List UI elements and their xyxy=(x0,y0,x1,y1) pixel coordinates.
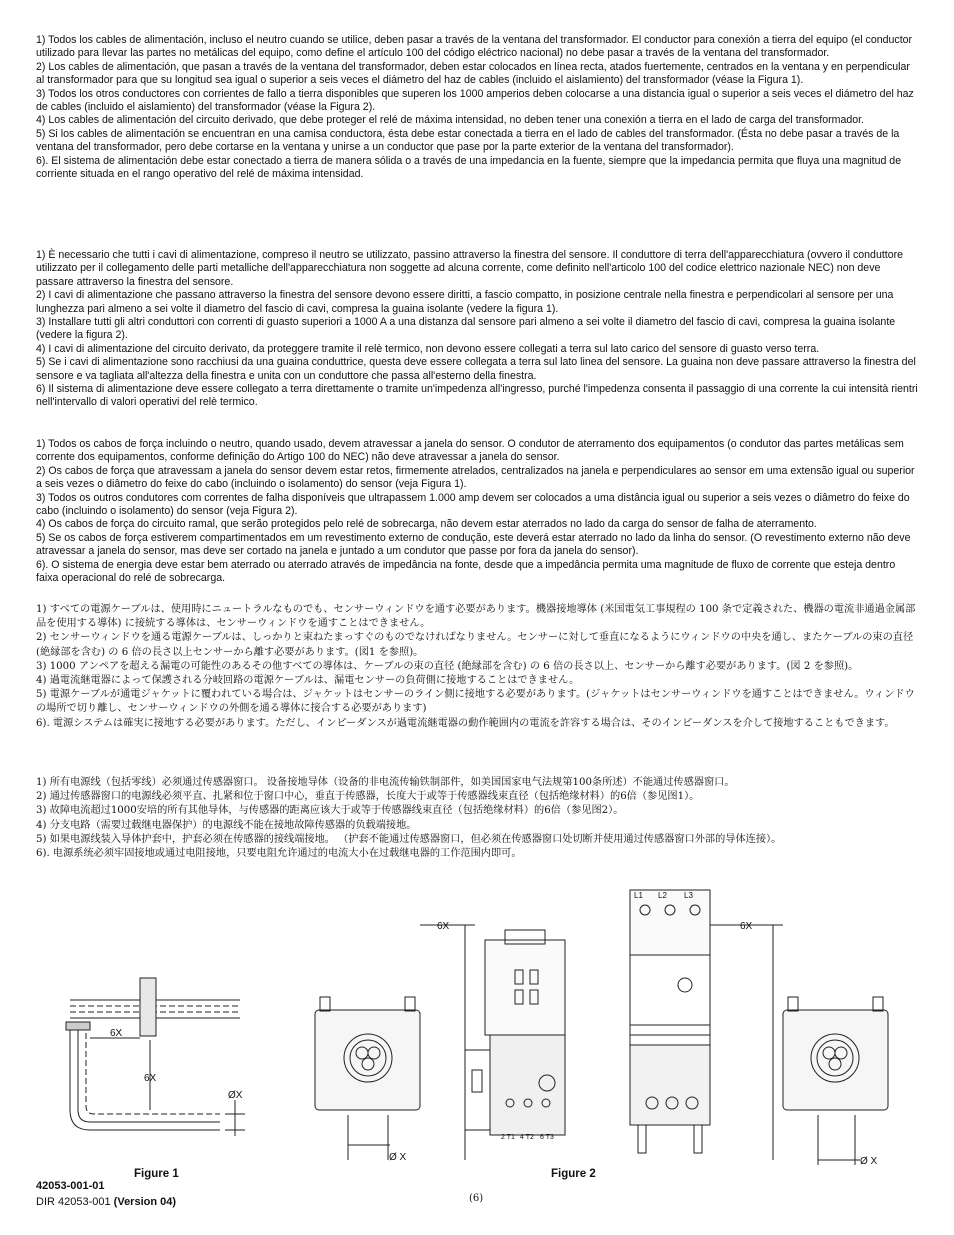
figure-2-label-6x-left: 6X xyxy=(437,921,450,932)
figure-1-caption: Figure 1 xyxy=(134,1168,179,1180)
dir-line xyxy=(36,1196,176,1208)
figure-2-drawing xyxy=(300,885,900,1165)
paragraph: 4) Os cabos de força do circuito ramal, que serão protegidos pelo relé de sobrecarga, não devem estar aterrados no lado da carga do sensor de falha de aterramento. xyxy=(36,518,817,531)
page-number: (6) xyxy=(469,1193,484,1204)
figure-1-label-6x-side: 6X xyxy=(144,1073,157,1084)
doc-number: 42053-001-01 xyxy=(36,1180,105,1192)
section-spanish xyxy=(36,34,920,181)
paragraph: 6). O sistema de energia deve estar bem aterrado ou aterrado através de impedância na fonte, desde que a impedância permita uma magnitude de fluxo de corrente que esteja dentro faixa operacional do relé de sobrecarga. xyxy=(36,558,896,585)
paragraph: 6) Il sistema di alimentazione deve essere collegato a terra direttamente o tramite un'impedenza all'ingresso, purché l'impedenza consenta il passaggio di una corrente la cui intensità rientri nell'intervallo di valori operativi del relè termico. xyxy=(36,383,918,409)
paragraph: 1) 所有电源线（包括零线）必须通过传感器窗口。 设备接地导体（设备的非电流传输铁制部件，如美国国家电气法规第100条所述）不能通过传感器窗口。 xyxy=(36,777,735,788)
terminal-label-l2: L2 xyxy=(658,891,667,900)
paragraph: 6). El sistema de alimentación debe estar conectado a tierra de manera sólida o a través de una impedancia en la fuente, siempre que la impedancia permita que fluya una magnitud de corriente situada en el rango operativo del relé de máxima intensidad. xyxy=(36,154,902,181)
paragraph: 3) 故障电流超过1000安培的所有其他导体，与传感器的距离应该大于或等于传感器线束直径（包括绝缘材料）的6倍（参见图2）。 xyxy=(36,805,624,817)
paragraph: 3) 1000 アンペアを超える漏電の可能性のあるその他すべての導体は、ケーブルの束の直径 (絶縁部を含む) の 6 倍の長さ以上、センサーから離す必要があります。(図 2 を参照)。 xyxy=(36,660,859,672)
figure-1-drawing xyxy=(60,960,260,1140)
dir-prefix: DIR 42053-001 xyxy=(36,1196,114,1208)
paragraph: 4) I cavi di alimentazione del circuito derivato, da proteggere tramite il relè termico, non devono essere collegati a terra sul lato carico del sensore di guasto verso terra. xyxy=(36,342,820,355)
figure-2-label-diameter-left: Ø X xyxy=(389,1152,407,1163)
paragraph: 4) 分支电路（需要过载继电器保护）的电源线不能在接地故障传感器的负载端接地。 xyxy=(36,819,417,831)
paragraph: 3) Todos os outros condutores com correntes de falha disponíveis que ultrapassem 1.000 amp devem ser colocados a uma distância igual ou superior a seis vezes o diâmetro do feixe do cabo (incluindo o isolamento) do sensor (veja Figura 2). xyxy=(36,491,910,518)
paragraph: 2) 通过传感器窗口的电源线必须平直、扎紧和位于窗口中心，垂直于传感器，长度大于或等于传感器线束直径（包括绝缘材料）的6倍（参见图1）。 xyxy=(36,791,700,803)
paragraph: 5) 電源ケーブルが通電ジャケットに覆われている場合は、ジャケットはセンサーのライン側に接地する必要があります。(ジャケットはセンサーウィンドウを通すことはできません。ウィンドウの場所で切り離し、センサーウィンドウの外側を通る導体に接合する必要があります) xyxy=(36,689,915,715)
terminal-label-t2: 4 T2 xyxy=(520,1134,534,1141)
section-portuguese xyxy=(36,438,920,585)
paragraph: 6). 电源系统必须牢固接地或通过电阻接地，只要电阻允许通过的电流大小在过载继电器的工作范围内即可。 xyxy=(36,848,522,860)
figure-1-label-6x-top: 6X xyxy=(110,1028,123,1039)
figure-1-label-diameter: ØX xyxy=(228,1090,243,1101)
paragraph: 1) Todos los cables de alimentación, incluso el neutro cuando se utilice, deben pasar a través de la ventana del transformador. El conductor para conexión a tierra del equipo (el conductor utilizado para llevar las partes no metálicas del equipo, como define el artículo 100 del código eléctrico nacional) no debe pasar a través de la ventana del transformador. xyxy=(36,34,913,60)
section-italian xyxy=(36,249,920,410)
paragraph: 6). 電源システムは確実に接地する必要があります。ただし、インピーダンスが過電流継電器の動作範囲内の電流を許容する場合は、そのインピーダンスを介して接地することもできます。 xyxy=(36,717,895,729)
figure-2-label-diameter-right: Ø X xyxy=(860,1156,878,1167)
paragraph: 1) すべての電源ケーブルは、使用時にニュートラルなものでも、センサーウィンドウを通す必要があります。機器接地導体 (米国電気工事規程の 100 条で定義された、機器の電流非通過金属部品を使用する導体) に接続する導体は、センサーウィンドウを通すことはできません。 xyxy=(36,604,916,630)
paragraph: 5) Se i cavi di alimentazione sono racchiusi da una guaina conduttrice, questa deve essere collegata a terra sul lato linea del sensore. La guaina non deve passare attraverso la finestra del sensore e va tagliata all'altezza della finestra e unita con un conduttore che passa all'esterno della finestra. xyxy=(36,356,916,382)
terminal-label-l1: L1 xyxy=(634,891,643,900)
paragraph: 2) Os cabos de força que atravessam a janela do sensor devem estar retos, firmemente atrelados, centralizados na janela e perpendiculares ao sensor em uma extensão igual ou superior a seis vezes o diâmetro do feixe do cabo (incluindo o isolamento) do sensor (veja Figura 1). xyxy=(36,464,915,491)
paragraph: 1) Todos os cabos de força incluindo o neutro, quando usado, devem atravessar a janela do sensor. O condutor de aterramento dos equipamentos (o condutor das partes metálicas sem corrente dos equipamentos, conforme definição do Artigo 100 do NEC) não deve atravessar a janela do sensor. xyxy=(36,438,904,464)
terminal-label-l3: L3 xyxy=(684,891,693,900)
paragraph: 4) 過電流継電器によって保護される分岐回路の電源ケーブルは、漏電センサーの負荷側に接地することはできません。 xyxy=(36,675,580,687)
section-japanese xyxy=(36,603,920,731)
paragraph: 5) Si los cables de alimentación se encuentran en una camisa conductora, ésta debe estar conectada a tierra en el lado de cables del transformador. (Ésta no debe pasar a través de la ventana del transformador, pero debe cortarse en la ventana y unirse a un conductor que pase por la parte exterior de la ventana del transformador). xyxy=(36,127,900,154)
section-chinese xyxy=(36,776,920,861)
terminal-label-t3: 6 T3 xyxy=(540,1134,554,1141)
version-label: (Version 04) xyxy=(113,1196,177,1208)
paragraph: 4) Los cables de alimentación del circuito derivado, que debe proteger el relé de máxima intensidad, no deben tener una conexión a tierra en el lado de carga del transformador. xyxy=(36,114,865,127)
paragraph: 3) Todos los otros conductores con corrientes de fallo a tierra disponibles que superen los 1000 amperios deben colocarse a una distancia igual o superior a seis veces el diámetro del haz de cables (incluido el aislamiento) del transformador (véase la Figura 2). xyxy=(36,87,914,114)
paragraph: 5) 如果电源线装入导体护套中，护套必须在传感器的接线端接地。 （护套不能通过传感器窗口，但必须在传感器窗口处切断并使用通过传感器窗口外部的导体连接）。 xyxy=(36,833,782,845)
paragraph: 2) Los cables de alimentación, que pasan a través de la ventana del transformador, deben estar colocados en línea recta, atados fuertemente, centrados en la ventana y en perpendicular al transformador para que su longitud sea igual o superior a seis veces el diámetro del haz de cables (incluido el aislamiento) del transformador (véase la Figura 1). xyxy=(36,60,910,87)
paragraph: 2) センサーウィンドウを通る電源ケーブルは、しっかりと束ねたまっすぐのものでなければなりません。センサーに対して垂直になるようにウィンドウの中央を通し、またケーブルの束の直径 (絶縁部を含む) の 6 倍の長さ以上センサーから離す必要があります。(図1 を参照)。 xyxy=(36,632,914,658)
paragraph: 5) Se os cabos de força estiverem compartimentados em um revestimento externo de condução, este deverá estar aterrado no lado da linha do sensor. (O revestimento externo não deve atravessar a janela do sensor, mas deve ser cortado na janela e juntado a um condutor que passe por fora da janela do sensor). xyxy=(36,531,911,558)
paragraph: 1) È necessario che tutti i cavi di alimentazione, compreso il neutro se utilizzato, passino attraverso la finestra del sensore. Il conduttore di terra dell'apparecchiatura (ovvero il conduttore utilizzato per il collegamento delle parti metalliche dell'apparecchiatura non soggette ad alcuna corrente, come definito nell'articolo 100 del codice elettrico nazionale NEC) non deve passare attraverso la finestra del sensore. xyxy=(36,249,904,288)
figure-2-label-6x-right: 6X xyxy=(740,921,753,932)
paragraph: 3) Installare tutti gli altri conduttori con correnti di guasto superiori a 1000 A a una distanza dal sensore pari almeno a sei volte il diametro del fascio di cavi, compresa la guaina isolante (vedere la figura 2). xyxy=(36,316,896,342)
figure-2-caption: Figure 2 xyxy=(551,1168,596,1180)
paragraph: 2) I cavi di alimentazione che passano attraverso la finestra del sensore devono essere diritti, a fascio compatto, in posizione centrale nella finestra e perpendicolari al sensore per una lunghezza pari almeno a sei volte il diametro del fascio di cavi, compresa la guaina isolante (vedere la figura 1). xyxy=(36,289,894,315)
terminal-label-t1: 2 T1 xyxy=(501,1134,515,1141)
